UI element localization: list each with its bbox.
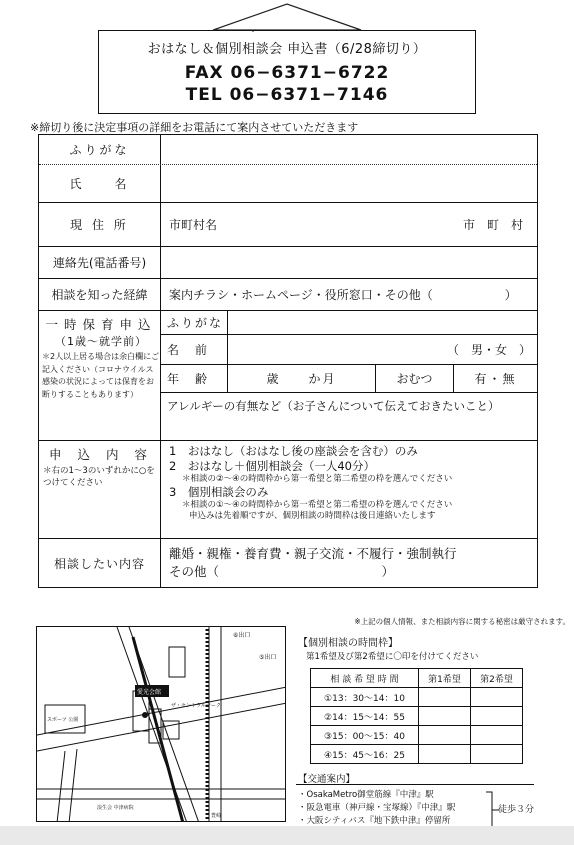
apply-label-cell (39, 441, 161, 538)
slot-row (311, 745, 523, 764)
apply-option-2-note: ＊相談の②〜④の時間枠から第一希望と第二希望の枠を選んでください (182, 474, 453, 484)
map-tower-label: ザ・セントラルマーク (171, 703, 221, 709)
contact-row (39, 247, 537, 279)
childcare-age: （1歳〜就学前） (55, 335, 147, 348)
slot-first-choice[interactable] (419, 726, 471, 745)
name-field[interactable] (161, 165, 537, 202)
map-drawing (37, 627, 286, 822)
address-suffix: 市 町 村 (462, 218, 523, 232)
application-form (38, 134, 538, 588)
address-row (39, 203, 537, 247)
slot-header-row (311, 669, 523, 688)
header-box (98, 30, 476, 114)
furigana-label: ふりがな (39, 135, 161, 164)
access-map (36, 626, 286, 822)
slot-time: ①13：30〜14：10 (311, 688, 419, 707)
source-options[interactable]: 案内チラシ・ホームページ・役所窓口・その他（ ） (169, 288, 517, 302)
map-exit-5-label: ⑤出口 (259, 654, 277, 661)
apply-option-3-note: ＊相談の①〜④の時間枠から第一希望と第二希望の枠を選んでください (182, 500, 453, 510)
slot-first-choice[interactable] (419, 688, 471, 707)
map-park-label: スポーツ 公園 (47, 717, 79, 723)
childcare-title: 一時保育申込 (45, 317, 157, 332)
slot-time: ④15：45〜16：25 (311, 745, 419, 764)
transit-item: ・阪急電車（神戸線・宝塚線）『中津』駅 (298, 803, 456, 813)
walk-time: 徒歩３分 (498, 805, 535, 815)
transit-divider (296, 784, 534, 785)
childcare-row (39, 311, 537, 441)
deadline-note: ※締切り後に決定事項の詳細をお電話にて案内させていただきます (30, 121, 359, 134)
allergy-field[interactable]: アレルギーの有無など（お子さんについて伝えておきたいこと） (167, 399, 500, 413)
transit-title: 【交通案内】 (298, 774, 356, 785)
map-hospital-label: 浪生会 中津病院 (97, 805, 134, 811)
slot-row (311, 707, 523, 726)
slot-first-choice[interactable] (419, 745, 471, 764)
apply-option-2[interactable]: 2 おはなし＋個別相談会（一人40分） (169, 459, 375, 473)
slot-first-choice[interactable] (419, 707, 471, 726)
apply-option-3[interactable]: 3 個別相談会のみ (169, 485, 269, 499)
child-furigana-field[interactable] (228, 311, 537, 334)
topics-line-2[interactable]: その他（ ） (169, 564, 395, 579)
child-age-field[interactable]: 歳 か月 (228, 365, 376, 392)
up-arrow-icon (213, 2, 363, 32)
name-row (39, 165, 537, 203)
slot-header-first: 第1希望 (419, 669, 471, 688)
childcare-note: ＊2人以上居る場合は余白欄にご記入ください（コロナウイルス感染の状況によっては保育をお断りすることもあります） (42, 352, 160, 399)
transit-item: ・大阪シティバス『地下鉄中津』停留所 (298, 816, 451, 826)
address-label: 現 住 所 (39, 203, 161, 246)
topics-line-1[interactable]: 離婚・親権・養育費・親子交流・不履行・強制執行 (169, 546, 457, 561)
topics-options[interactable] (161, 539, 537, 587)
address-field[interactable] (161, 203, 537, 246)
furigana-field[interactable] (161, 135, 537, 164)
slot-second-choice[interactable] (471, 688, 523, 707)
transit-list (298, 789, 455, 828)
apply-label: 申 込 内 容 (49, 447, 153, 462)
slot-time: ②14：15〜14：55 (311, 707, 419, 726)
child-furigana-row (161, 311, 537, 335)
apply-option-3-note2: 申込みは先着順ですが、個別相談の時間枠は後日連絡いたします (189, 511, 436, 521)
address-prefix: 市町村名 (169, 218, 218, 232)
footer-bar (0, 826, 574, 845)
slots-subtitle: 第1希望及び第2希望に〇印を付けてください (306, 652, 479, 662)
contact-field[interactable] (161, 247, 537, 278)
slot-time: ③15：00〜15：40 (311, 726, 419, 745)
slot-header-second: 第2希望 (471, 669, 523, 688)
privacy-note: ※上記の個人情報、また相談内容に関する秘密は厳守されます。 (354, 617, 570, 626)
tel-number: TEL 06−6371−7146 (185, 85, 389, 105)
topics-label: 相談したい内容 (39, 539, 161, 587)
slot-second-choice[interactable] (471, 707, 523, 726)
map-toyosaki-label: 豊崎 (211, 813, 222, 819)
slot-row (311, 688, 523, 707)
furigana-row (39, 135, 537, 165)
slot-second-choice[interactable] (471, 726, 523, 745)
source-label: 相談を知った経緯 (39, 279, 161, 310)
slots-title: 【個別相談の時間枠】 (298, 638, 398, 649)
apply-option-1[interactable]: 1 おはなし（おはなし後の座談会を含む）のみ (169, 444, 418, 458)
topics-row (39, 539, 537, 587)
transit-item: ・OsakaMetro御堂筋線『中津』駅 (298, 790, 434, 800)
child-name-row (161, 335, 537, 365)
form-title: おはなし＆個別相談会 申込書（6/28締切り） (147, 42, 427, 57)
child-age-label: 年 齢 (161, 365, 228, 392)
apply-row (39, 441, 537, 539)
apply-note: ＊右の1〜3のいずれかに○をつけてください (43, 466, 155, 488)
childcare-label (39, 311, 161, 440)
diaper-label: おむつ (376, 365, 454, 392)
child-gender[interactable]: （ 男・女 ） (446, 343, 531, 357)
map-exit-6-label: ⑥出口 (233, 632, 251, 639)
child-age-row (161, 365, 537, 393)
apply-options (161, 441, 537, 538)
child-furigana-label: ふりがな (161, 311, 228, 334)
source-row (39, 279, 537, 311)
childcare-body (161, 311, 537, 440)
map-venue-label: 愛光会館 (137, 689, 162, 696)
contact-label: 連絡先(電話番号) (39, 247, 161, 278)
name-label: 氏 名 (39, 165, 161, 202)
time-slot-table (310, 668, 523, 764)
fax-number: FAX 06−6371−6722 (184, 63, 390, 83)
slot-row (311, 726, 523, 745)
slot-second-choice[interactable] (471, 745, 523, 764)
child-name-field[interactable] (228, 335, 537, 364)
child-name-label: 名 前 (161, 335, 228, 364)
diaper-options[interactable]: 有・無 (474, 372, 517, 386)
slot-header-time: 相 談 希 望 時 間 (311, 669, 419, 688)
